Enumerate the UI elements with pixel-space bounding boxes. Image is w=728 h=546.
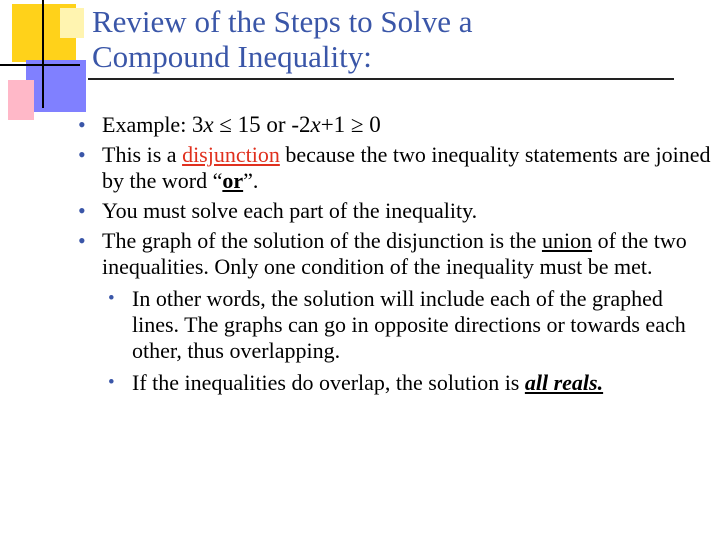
or-word: or [222,168,244,193]
bullet-disjunction: • This is a disjunction because the two inequality statements are joined by the word “or”. [74,142,714,194]
title-line-1: Review of the Steps to Solve a [92,4,473,39]
bullet-example [74,112,714,138]
example-equation: 3x ≤ 15 or -2x+1 ≥ 0 [191,112,381,137]
sub-bullet-list [102,286,714,396]
title-line-2: Compound Inequality: [92,39,372,74]
blue-square [26,60,86,112]
all-reals-term: all reals. [524,370,604,395]
union-term: union [541,228,593,253]
vertical-line [42,0,44,108]
pink-square [8,80,34,120]
example-label: Example: [102,112,187,137]
bullet-list [74,112,714,402]
sub-bullet-other-words: • In other words, the solution will include each of the graphed lines. The graphs can go in opposite directions or towards each other, thus overlapping. [102,286,714,364]
sub-bullet-overlap: • If the inequalities do overlap, the solution is all reals. [102,370,714,396]
disjunction-term: disjunction [182,142,280,167]
pale-yellow-square [60,8,84,38]
slide-title [92,4,712,74]
title-rule [88,78,674,80]
horizontal-line [0,64,80,66]
bullet-union: • The graph of the solution of the disjunction is the union of the two inequalities. Only one condition of the inequality must be met. • In other words, the solution will include each of the graphed lines. The graphs can go in opposite directions or towards each other, thus overlapping. • If the inequalities do overlap, the solution is all reals. [74,228,714,396]
bullet-solve-each: • You must solve each part of the inequality. [74,198,714,224]
